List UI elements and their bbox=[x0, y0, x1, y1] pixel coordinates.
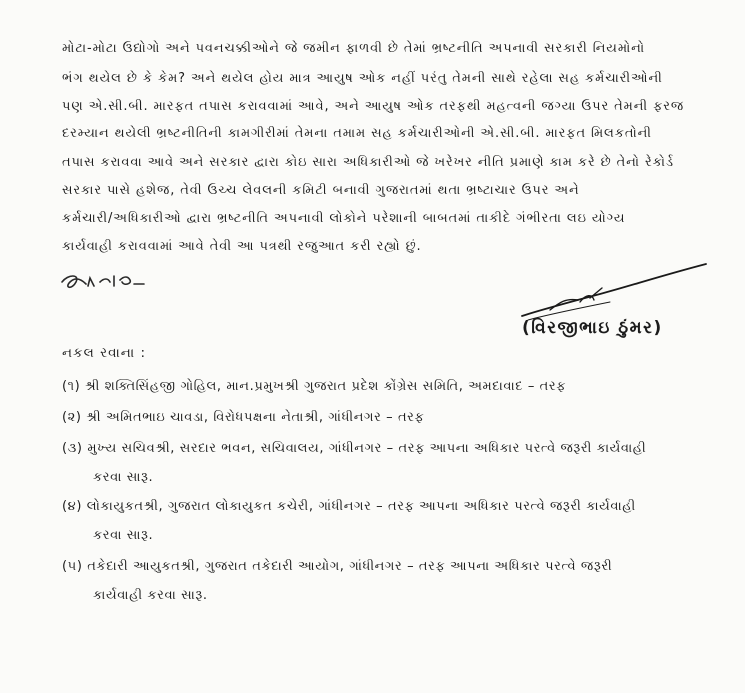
cc-item-continuation: કાર્યવાહી કરવા સારૂ. bbox=[93, 588, 208, 603]
body-line: તપાસ કરાવવા આવે અને સરકાર દ્વારા કોઇ સારા અધિકારીઓ જે ખરેખર નીતિ પ્રમાણે કામ કરે છે તેનો રેકોર્ડ bbox=[62, 155, 674, 170]
body-line: મોટા-મોટા ઉદ્યોગો અને પવનચક્કીઓને જે જમીન ફાળવી છે તેમાં ભ્રષ્ટનીતિ અપનાવી સરકારી નિયમોનો bbox=[62, 41, 645, 56]
cc-item: (૨) શ્રી અમિતભાઇ ચાવડા, વિરોધપક્ષના નેતાશ્રી, ગાંધીનગર – તરફ bbox=[62, 410, 425, 425]
signatory-name: (વિરજીભાઇ ઠુંમર) bbox=[522, 318, 663, 338]
body-line: સરકાર પાસે હશેજ, તેવી ઉચ્ચ લેવલની કમિટી બનાવી ગુજરાતમાં થતા ભ્રષ્ટાચાર ઉપર અને bbox=[62, 183, 580, 198]
body-line: દરમ્યાન થયેલી ભ્રષ્ટનીતિની કામગીરીમાં તેમના તમામ સહ કર્મચારીઓની એ.સી.બી. મારફત મિલકતોની bbox=[62, 126, 652, 141]
handwritten-initials bbox=[58, 268, 148, 294]
cc-item-continuation: કરવા સારૂ. bbox=[93, 470, 154, 485]
body-line: ભંગ થયેલ છે કે કેમ? અને થયેલ હોય માત્ર આયુષ ઓક નહીં પરંતુ તેમની સાથે રહેલા સહ કર્મચારીઓની bbox=[62, 71, 663, 86]
body-line: કર્મચારી/અધિકારીઓ દ્વારા ભ્રષ્ટનીતિ અપનાવી લોકોને પરેશાની બાબતમાં તાકીદે ગંભીરતા લઇ યોગ્ય bbox=[62, 211, 626, 226]
body-line: પણ એ.સી.બી. મારફત તપાસ કરાવવામાં આવે, અને આયુષ ઓક તરફથી મહત્વની જગ્યા ઉપર તેમની ફરજ bbox=[62, 99, 685, 114]
cc-item: (૫) તકેદારી આયુકતશ્રી, ગુજરાત તકેદારી આયોગ, ગાંધીનગર – તરફ આપના અધિકાર પરત્વે જરૂરી bbox=[62, 559, 613, 574]
cc-item: (૩) મુખ્ય સચિવશ્રી, સરદાર ભવન, સચિવાલય, ગાંધીનગર – તરફ આપના અધિકાર પરત્વે જરૂરી કાર્યવાહી bbox=[62, 441, 647, 456]
signature-scribble bbox=[520, 258, 710, 324]
body-line: કાર્યવાહી કરાવવામાં આવે તેવી આ પત્રથી રજુઆત કરી રહ્યો છું. bbox=[62, 239, 422, 254]
copy-to-heading: નકલ રવાના : bbox=[62, 345, 146, 361]
cc-item: (૪) લોકાયુકતશ્રી, ગુજરાત લોકાયુકત કચેરી, ગાંધીનગર – તરફ આપના અધિકાર પરત્વે જરૂરી કાર્યવાહી bbox=[62, 499, 636, 514]
cc-item: (૧) શ્રી શક્તિસિંહજી ગોહિલ, માન.પ્રમુખશ્રી ગુજરાત પ્રદેશ કોંગ્રેસ સમિતિ, અમદાવાદ – તરફ bbox=[62, 379, 567, 394]
cc-item-continuation: કરવા સારૂ. bbox=[93, 528, 154, 543]
